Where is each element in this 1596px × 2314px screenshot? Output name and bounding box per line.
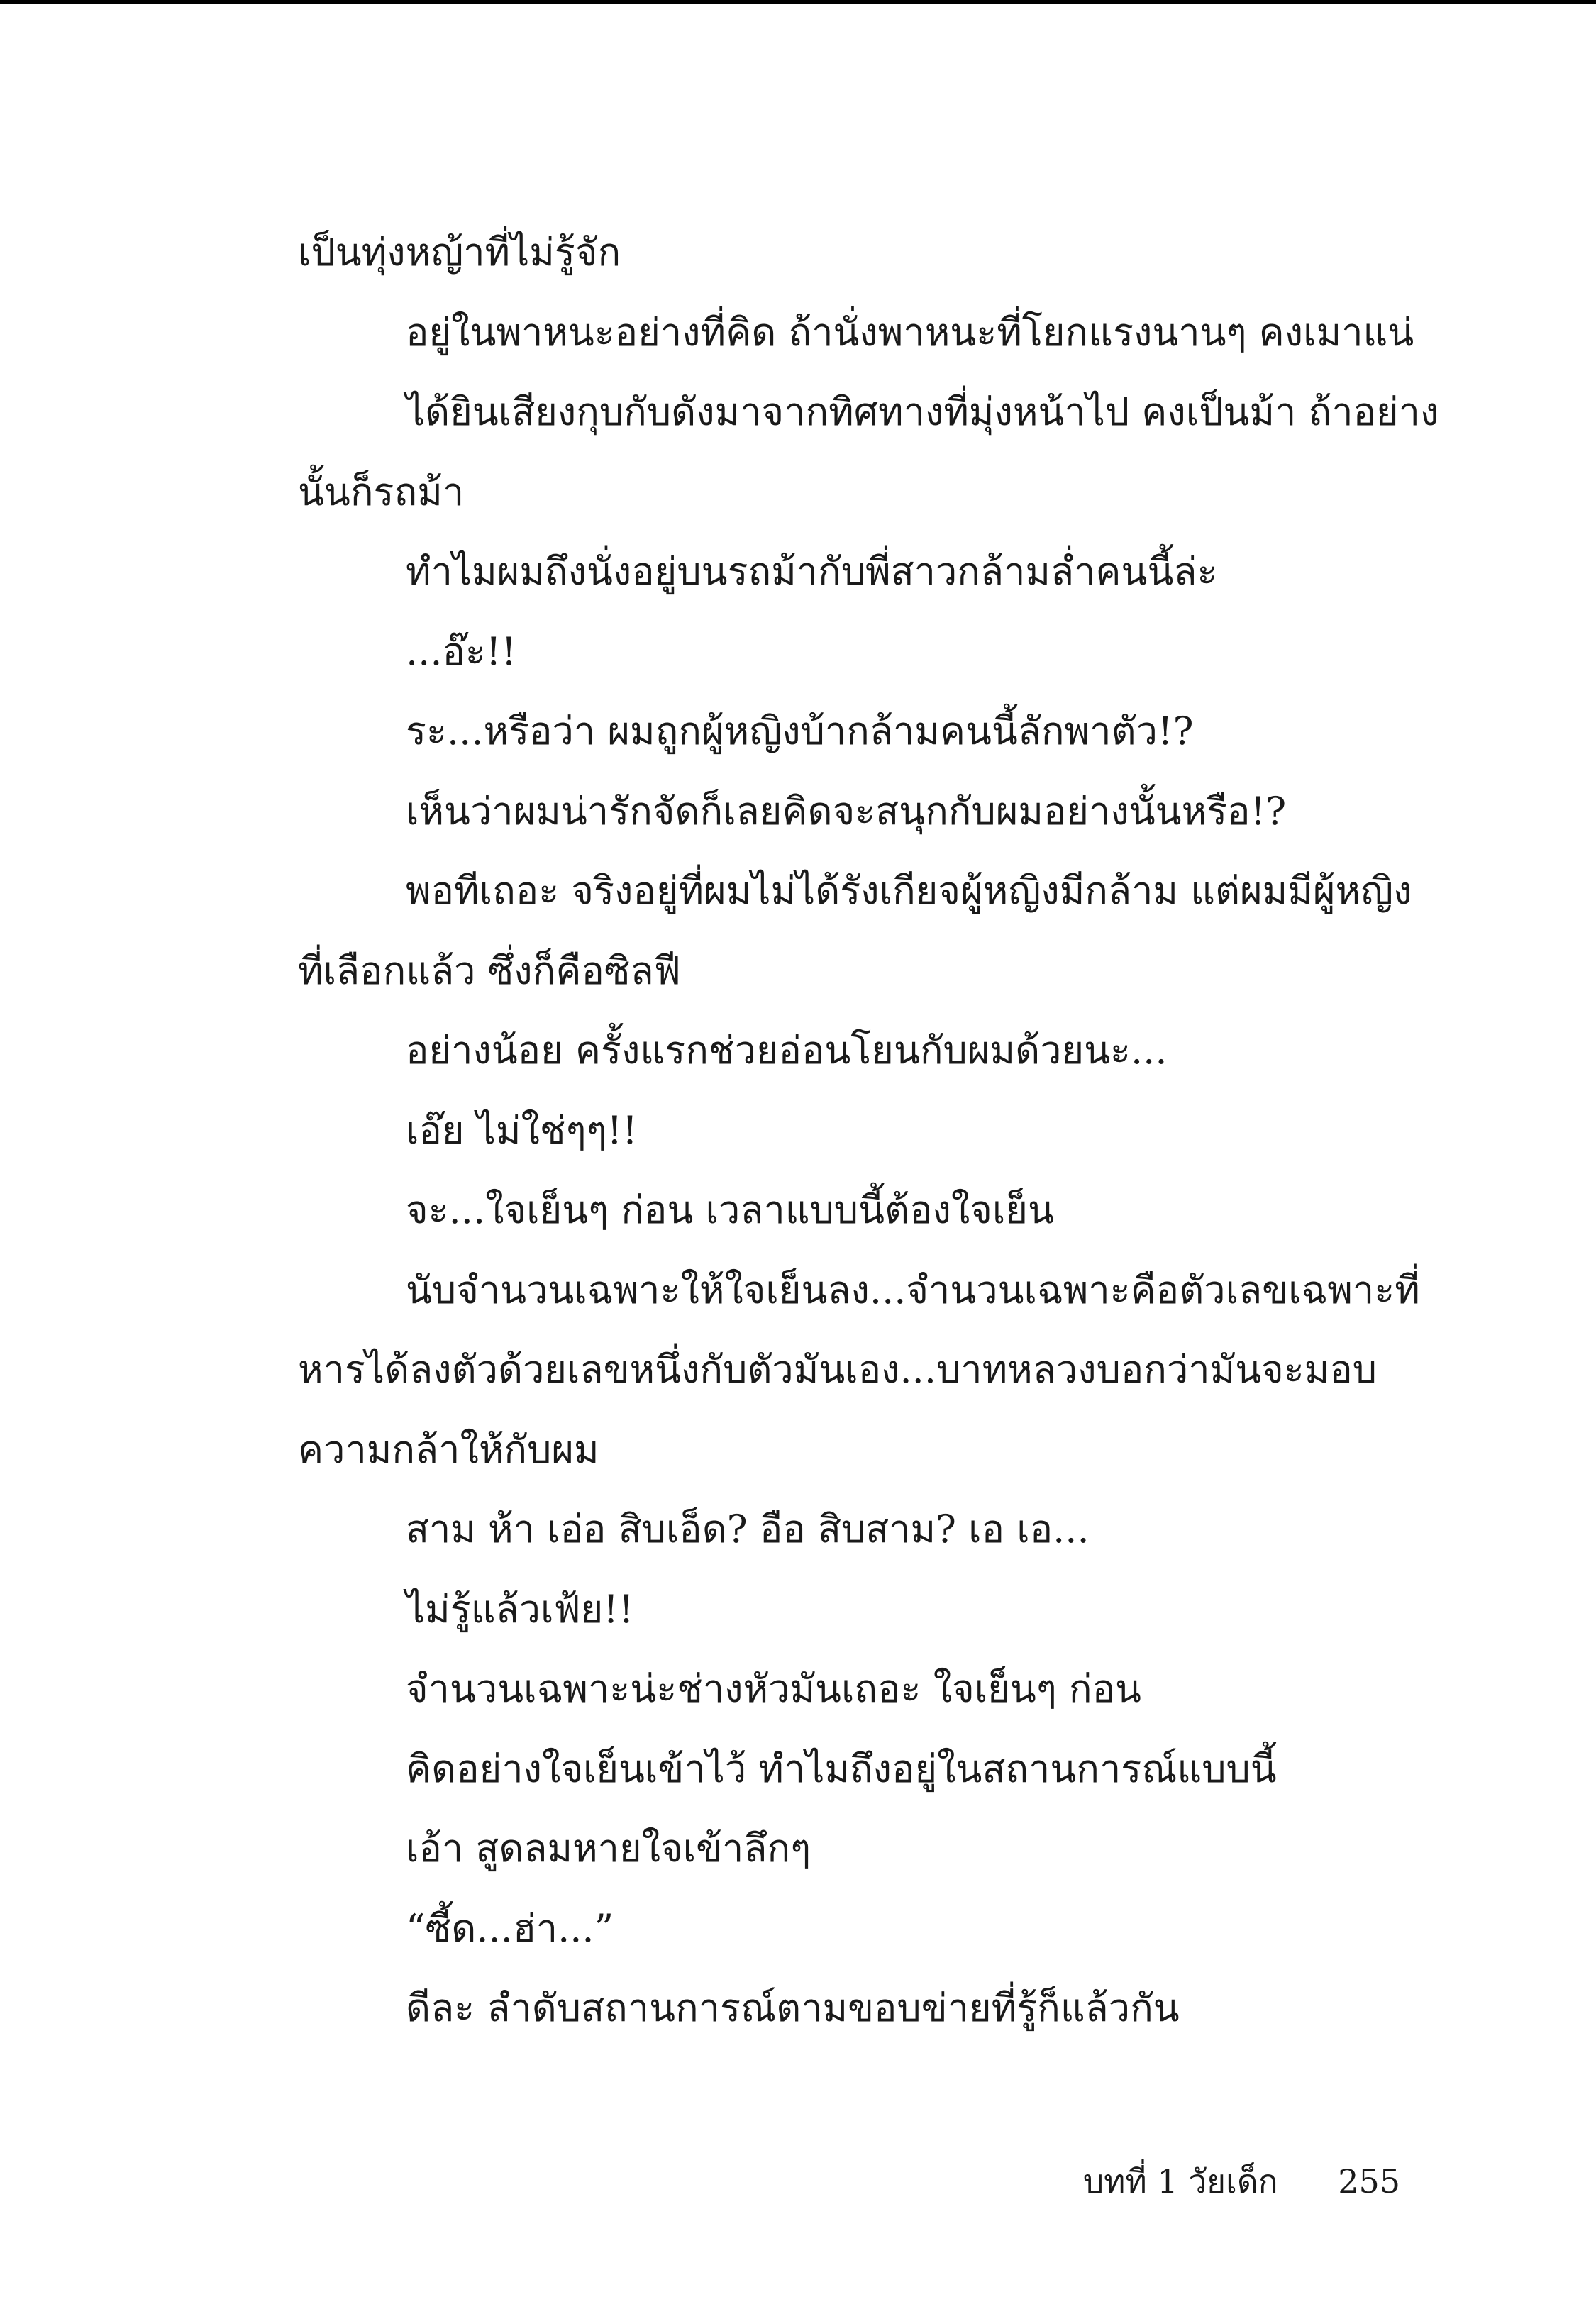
- chapter-title: บทที่ 1 วัยเด็ก: [1082, 2162, 1278, 2200]
- text-line: จำนวนเฉพาะน่ะช่างหัวมันเถอะ ใจเย็นๆ ก่อน: [406, 1666, 1141, 1711]
- text-line: นับจำนวนเฉพาะให้ใจเย็นลง...จำนวนเฉพาะคือตัวเลขเฉพาะที่: [406, 1267, 1420, 1312]
- text-line: “ซี้ด...ฮ่า...”: [406, 1905, 614, 1951]
- text-line: หารได้ลงตัวด้วยเลขหนึ่งกับตัวมันเอง...บาทหลวงบอกว่ามันจะมอบ: [298, 1347, 1378, 1392]
- text-line: เอ๊ย ไม่ใช่ๆๆ!!: [406, 1107, 638, 1153]
- page-body-text: [298, 213, 1439, 2049]
- text-line: จะ...ใจเย็นๆ ก่อน เวลาแบบนี้ต้องใจเย็น: [406, 1188, 1054, 1232]
- text-line: ...อ๊ะ!!: [406, 629, 517, 674]
- text-line: ความกล้าให้กับผม: [298, 1427, 599, 1472]
- text-line: ทำไมผมถึงนั่งอยู่บนรถม้ากับพี่สาวกล้ามล่ำคนนี้ล่ะ: [406, 549, 1218, 594]
- page-footer: [1083, 2153, 1400, 2210]
- top-border-line: [0, 0, 1596, 4]
- text-line: คิดอย่างใจเย็นเข้าไว้ ทำไมถึงอยู่ในสถานการณ์แบบนี้: [406, 1746, 1277, 1791]
- text-line: ที่เลือกแล้ว ซึ่งก็คือซิลฟี: [298, 948, 681, 993]
- text-line: นั้นก็รถม้า: [298, 469, 465, 514]
- text-line: ดีละ ลำดับสถานการณ์ตามขอบข่ายที่รู้ก็แล้วกัน: [406, 1986, 1180, 2030]
- text-line: ไม่รู้แล้วเฟ้ย!!: [406, 1586, 634, 1632]
- text-line: ได้ยินเสียงกุบกับดังมาจากทิศทางที่มุ่งหน้าไป คงเป็นม้า ถ้าอย่าง: [406, 389, 1439, 434]
- text-line: เป็นทุ่งหญ้าที่ไม่รู้จัก: [298, 230, 621, 275]
- text-line: เอ้า สูดลมหายใจเข้าลึกๆ: [406, 1826, 811, 1871]
- text-line: พอทีเถอะ จริงอยู่ที่ผมไม่ได้รังเกียจผู้หญิงมีกล้าม แต่ผมมีผู้หญิง: [406, 868, 1412, 913]
- text-line: อยู่ในพาหนะอย่างที่คิด ถ้านั่งพาหนะที่โยกแรงนานๆ คงเมาแน่: [406, 309, 1414, 355]
- text-line: เห็นว่าผมน่ารักจัดก็เลยคิดจะสนุกกับผมอย่างนั้นหรือ!?: [406, 788, 1287, 834]
- page-number: 255: [1338, 2162, 1400, 2200]
- text-line: สาม ห้า เอ่อ สิบเอ็ด? อือ สิบสาม? เอ เอ...: [406, 1507, 1090, 1551]
- text-line: อย่างน้อย ครั้งแรกช่วยอ่อนโยนกับผมด้วยนะ...: [406, 1028, 1168, 1073]
- text-line: ระ...หรือว่า ผมถูกผู้หญิงบ้ากล้ามคนนี้ลักพาตัว!?: [406, 709, 1194, 753]
